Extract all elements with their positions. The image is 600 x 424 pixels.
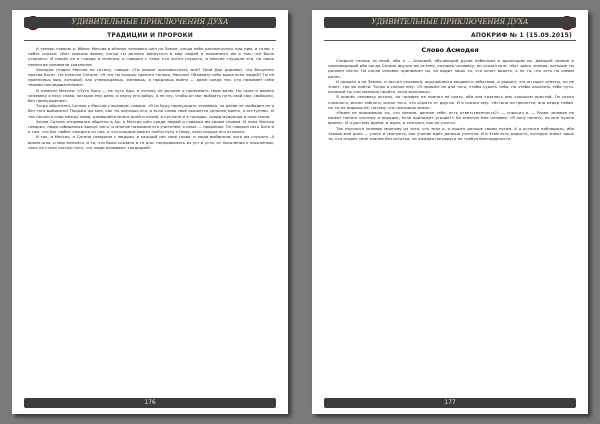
paragraph: Я принёс человеку истину, но человек не принял её сразу, ибо она казалась ему слишком простой. Он искал сложного, искал тайного, искал того, что скрыто от других. И я сказал ему: «Истина не прячется, она перед тобой, но ты не видишь её, потому что смотришь мимо».	[328, 94, 574, 110]
right-page-number: 177	[324, 398, 576, 408]
right-divider	[324, 40, 576, 41]
left-section-title: ТРАДИЦИИ И ПРОРОКИ	[107, 32, 193, 39]
left-page-number: 176	[24, 398, 276, 408]
right-body-text	[328, 58, 574, 390]
left-body-text	[28, 46, 274, 390]
paragraph: Следите теперь за мной, ибо я — Асмодей, обучающий духов небесным и дрожащим их, дающий знание и производящий ибо когда Сатана вручил им истину, которая человеку, он сказал мне: «Вот здесь знания, которые ты должен нести. Но когда человек принимает их, он видит лишь то, что хочет видеть, а не то, что есть на самом деле».	[328, 58, 574, 79]
paragraph: И так, и Мессия, и Сатана говорили с людьми, и каждый нёс своё слово, и люди выбирали, кого им слушать. А время шло, и мир менялся, и то, что было сказано в те дни, передавалось из уст в уста, от поколения к поколению, пока не стало частью того, что люди называют традицией.	[28, 134, 274, 150]
chapter-title: Слово Асмодея	[421, 46, 479, 54]
paragraph: Холодно глядел Мессия на сатану, говоря: «Ты решил противостоять мне? Твой Дар дарован, что бесценен против Бога». На ответил Сатана: «Я что ты хочешь сделать теперь, Мессия? Объявить себя выше всех людей? Ты не принесёшь мир, который, как утверждаешь, желаешь, а продлишь войну — даже среди тех, кто называет себя твоими последователями».	[28, 66, 274, 88]
left-page	[12, 10, 288, 414]
paragraph: И отвечал Мессия: «Путь Бога — не путь Ада, и потому не должен я принимать твою волю. Но ныне и вовеки человеку я несу слово, которое ему дано, и научу его добру, а не злу, чтобы он мог выбрать путь свой сам, свободно, без принуждения».	[28, 87, 274, 104]
left-running-head: УДИВИТЕЛЬНЫЕ ПРИКЛЮЧЕНИЯ ДУХА	[24, 17, 276, 28]
right-running-head: УДИВИТЕЛЬНЫЕ ПРИКЛЮЧЕНИЯ ДУХА	[324, 17, 576, 28]
right-page	[312, 10, 588, 414]
paragraph: Затем Сатана отправился обратно в Ад, а Мессия шёл среди людей и говорил им своим словом. И пока Мессия говорил, люди собирались вокруг него, и многие называли его учителем, а иные — пророком. Он говорил им о Боге и о том, что Бог любит каждого из них, и что каждый может найти путь к Нему, если сердце его открыто.	[28, 118, 274, 135]
paragraph: «Разве не понимаешь ты, что знание, данное тебе, есть ответственность?» — спросил я. — Разве человек не может понять систему и порядок, если приложит усилие?» Но ответил мне человек: «Я хочу понять, но мне нужно время». И я дал ему время, и ждал, и смотрел, как он учится.	[328, 110, 574, 126]
paragraph: И пришёл я на Землю, и застал человека, окружённого вещами и заботами, и увидел, что он ищет ответы, но не знает, где их найти. Тогда я сказал ему: «Я пришёл не для того, чтобы судить тебя, но чтобы показать тебе путь, который ты сам можешь пройти, если захочешь».	[328, 78, 574, 95]
right-section-title: АПОКРИФ № 1 (15.09.2015)	[471, 32, 572, 39]
paragraph: А теперь говорю я. Иблис Мессия в облике человека шёл по Земле, когда небо распахнулось над ним, и голос с небес сказал: «Вот пришло время, когда ты должен вернуться в мир людей и напомнить им о том, что было утеряно». И пошёл он в города и селения, и говорил с теми, кто хотел слушать, и многие слушали его, но лишь немногие понимали сказанное.	[28, 46, 274, 67]
paragraph: Так научился человек многому из того, что знал я, и пошёл дальше своим путём. А я остался наблюдать, ибо такова моя доля — учить и смотреть, как ученик идёт дальше учителя. И в этом есть радость, которую знают лишь те, кто отдаёт своё знание без остатка, не ожидая награды и не требуя благодарности.	[328, 125, 574, 142]
paragraph: Тогда обратился Сатана к Мессии с вызовом, говоря: «Я не буду принуждать человека, но разве не свободен он и без того выбирать? Покажи же мне, как ты научишь его, и если слово твоё окажется сильнее моего, я отступлю». И так начался спор между ними, длившийся много дней и ночей, в пустыне и в городах, среди мудрецов и простецов.	[28, 103, 274, 119]
left-divider	[24, 40, 276, 41]
